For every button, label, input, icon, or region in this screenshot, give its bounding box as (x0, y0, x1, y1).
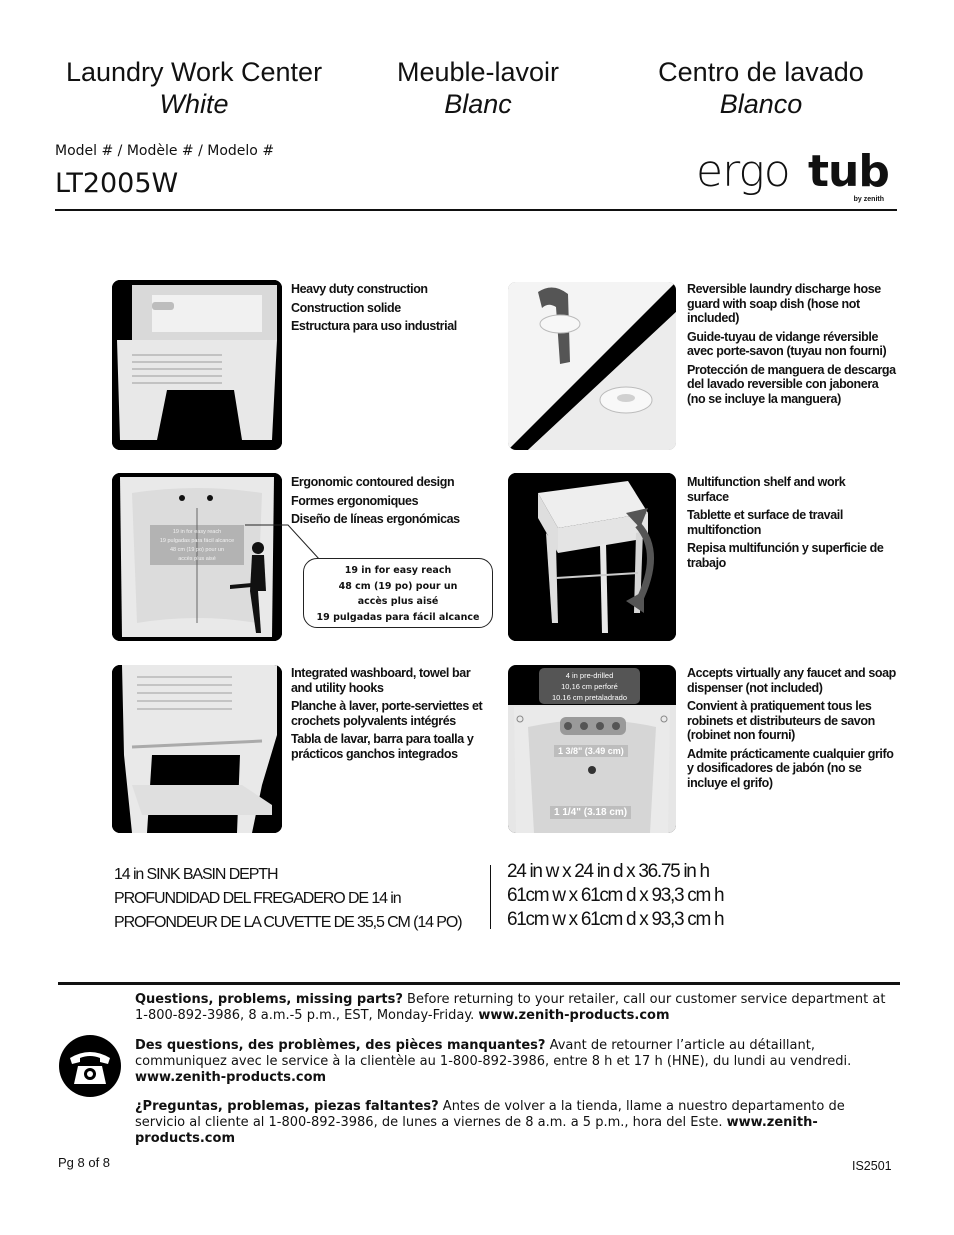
document-id: IS2501 (852, 1159, 892, 1173)
feature-hose-guard-fr: Guide-tuyau de vidange réversible avec porte-savon (tuyau non fourni) (687, 329, 887, 358)
ergotub-logo (696, 146, 888, 208)
header-en (48, 56, 340, 120)
overall-size (507, 860, 723, 932)
feature-heavy-duty (291, 282, 491, 338)
header-es (630, 56, 892, 120)
logo-ergo: ergo (696, 146, 790, 197)
feature-multifunction-shelf-en: Multifunction shelf and work surface (687, 475, 846, 504)
feature-ergonomic-en: Ergonomic contoured design (291, 475, 455, 489)
reach-callout-line3: accès plus aisé (357, 596, 439, 607)
basin-depth-es: PROFUNDIDAD DEL FREGADERO DE 14 in (114, 890, 401, 907)
reach-overlay-fr2: accès plus aisé (178, 556, 216, 562)
basin-depth-fr: PROFONDEUR DE LA CUVETTE DE 35,5 CM (14 PO) (114, 914, 462, 931)
feature-hose-guard-es: Protección de manguera de descarga del lavado reversible con jabonera (no se incluye la manguera) (687, 362, 896, 406)
feature-hose-guard-en: Reversible laundry discharge hose guard with soap dish (hose not included) (687, 282, 881, 325)
feature-ergonomic-es: Diseño de líneas ergonómicas (291, 512, 460, 526)
support-fr-url[interactable]: www.zenith-products.com (135, 1070, 327, 1085)
header-divider (55, 209, 897, 211)
support-fr (135, 1038, 897, 1086)
basin-depth (114, 863, 461, 935)
overall-size-in: 24 in w x 24 in d x 36.75 in h (507, 861, 709, 882)
support-es-url[interactable]: www.zenith-products.com (135, 1115, 818, 1146)
support-divider (58, 982, 900, 985)
support-en-body: Before returning to your retailer, call our customer service department at 1-800-892-3986, 8 a.m.-5 p.m., EST, Monday-Friday. (135, 992, 886, 1023)
reach-overlay-fr1: 48 cm (19 po) pour un (169, 547, 225, 553)
support-es-body: Antes de volver a la tienda, llame a nuestro departamento de servicio al cliente al 1-800-892-3986, de lunes a viernes de 8 a.m. a 5 p.m., hora del Este. (135, 1099, 845, 1130)
feature-multifunction-shelf-es: Repisa multifunción y superficie de trabajo (687, 541, 884, 570)
reach-overlay (150, 528, 244, 564)
feature-heavy-duty-en: Heavy duty construction (291, 282, 428, 296)
overall-size-cm-2: 61cm w x 61cm d x 93,3 cm h (507, 909, 724, 930)
feature-ergonomic (291, 475, 491, 531)
predrilled-label (539, 668, 640, 704)
page-number: Pg 8 of 8 (58, 1155, 111, 1170)
overall-size-cm-1: 61cm w x 61cm d x 93,3 cm h (507, 885, 724, 906)
predrilled-es: 10.16 cm pretaladrado (551, 693, 628, 702)
photo-multifunction-shelf (508, 473, 676, 641)
support-es (135, 1099, 897, 1147)
predrilled-fr: 10,16 cm perforé (561, 682, 618, 691)
reach-callout-line2: 48 cm (19 po) pour un (338, 580, 458, 592)
reach-callout-line1: 19 in for easy reach (344, 565, 452, 576)
feature-heavy-duty-es: Estructura para uso industrial (291, 319, 457, 333)
title-fr: Meuble-lavoir (396, 57, 560, 87)
color-es: Blanco (719, 89, 803, 119)
dim-bottom-label: 1 1/4" (3.18 cm) (550, 806, 631, 819)
logo-byline: by zenith (853, 196, 884, 203)
feature-multifunction-shelf (687, 475, 887, 574)
feature-washboard-es: Tabla de lavar, barra para toalla y prácticos ganchos integrados (291, 732, 474, 761)
support-fr-lead: Des questions, des problèmes, des pièces manquantes? (135, 1038, 546, 1053)
predrilled-en: 4 in pre-drilled (565, 671, 614, 680)
feature-hose-guard (687, 282, 897, 410)
feature-washboard-en: Integrated washboard, towel bar and utility hooks (291, 666, 471, 695)
support-en (135, 992, 897, 1024)
support-en-url[interactable]: www.zenith-products.com (478, 1008, 670, 1023)
title-es: Centro de lavado (658, 57, 864, 87)
feature-multifunction-shelf-fr: Tablette et surface de travail multifonction (687, 508, 843, 537)
photo-heavy-duty (112, 280, 282, 450)
feature-heavy-duty-fr: Construction solide (291, 300, 401, 315)
title-en: Laundry Work Center (65, 57, 323, 87)
telephone-icon (58, 1034, 122, 1098)
feature-ergonomic-fr: Formes ergonomiques (291, 493, 419, 508)
feature-faucet-es: Admite prácticamente cualquier grifo y dosificadores de jabón (no se incluye el grifo) (687, 746, 894, 790)
reach-callout (303, 558, 493, 628)
logo-tub: tub (808, 146, 889, 197)
feature-washboard (291, 666, 491, 765)
reach-overlay-en: 19 in for easy reach (172, 529, 222, 535)
photo-washboard (112, 665, 282, 833)
model-number: LT2005W (55, 168, 179, 199)
feature-faucet-fr: Convient à pratiquement tous les robinets et distributeurs de savon (robinet non fourni) (687, 699, 875, 742)
feature-faucet (687, 666, 897, 794)
feature-faucet-en: Accepts virtually any faucet and soap dispenser (not included) (687, 666, 896, 695)
support-en-lead: Questions, problems, missing parts? (135, 992, 403, 1007)
color-en: White (159, 89, 229, 119)
support-fr-body: Avant de retourner l’article au détaillant, communiquez avec le service à la clientèle au 1-800-892-3986, entre 8 h et 17 h (HNE), du lundi au vendredi. (135, 1038, 852, 1069)
photo-hose-guard (508, 282, 676, 450)
reach-callout-line4: 19 pulgadas para fácil alcance (316, 611, 480, 623)
dimensions-divider (490, 865, 491, 929)
basin-depth-en: 14 in SINK BASIN DEPTH (114, 866, 278, 883)
model-label: Model # / Modèle # / Modelo # (55, 143, 275, 159)
feature-washboard-fr: Planche à laver, porte-serviettes et crochets polyvalents intégrés (291, 699, 483, 728)
support-es-lead: ¿Preguntas, problemas, piezas faltantes? (135, 1099, 439, 1114)
color-fr: Blanc (444, 89, 512, 119)
header-fr (350, 56, 606, 120)
dim-top-label: 1 3/8" (3.49 cm) (554, 745, 628, 757)
reach-overlay-es: 19 pulgadas para fácil alcance (159, 538, 235, 544)
